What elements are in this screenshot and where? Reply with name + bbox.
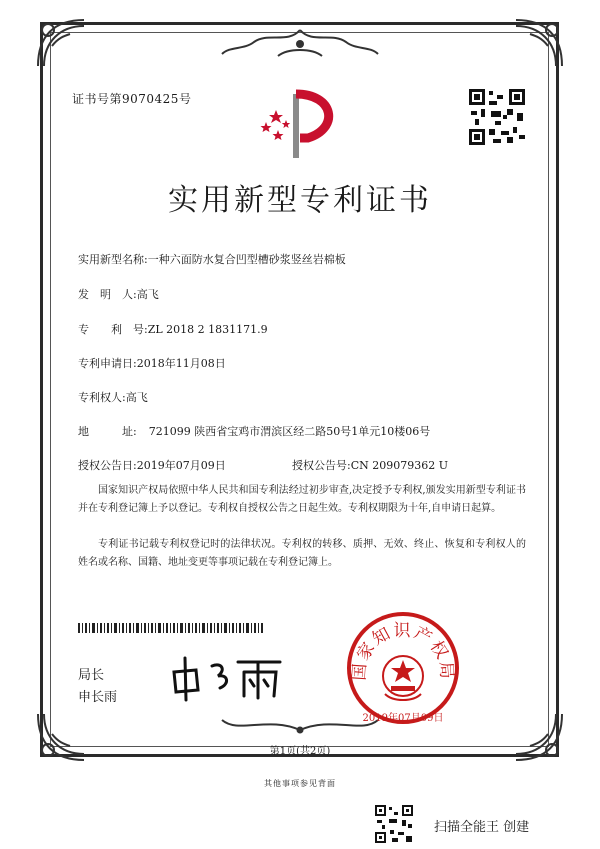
legal-paragraph-1: 国家知识产权局依照中华人民共和国专利法经过初步审查,决定授予专利权,颁发实用新型专利证书并在专利登记簿上予以登记。专利权自授权公告之日起生效。专利权期限为十年,自申请日起算。 — [78, 485, 526, 514]
patent-number-row — [78, 321, 268, 337]
field-label: 实用新型名称: — [78, 253, 148, 266]
signatory-name: 申长雨 — [78, 690, 118, 705]
field-label: 专利权人: — [78, 391, 126, 404]
field-label: 专 利 号: — [78, 323, 148, 336]
field-label: 授权公告日: — [78, 459, 137, 472]
cnipa-logo-icon — [256, 88, 344, 162]
seal-date: 2019年07月09日 — [362, 713, 444, 724]
field-value: CN 209079362 U — [350, 459, 449, 472]
filing-date-row — [78, 355, 226, 371]
field-value: 721099 陕西省宝鸡市渭滨区经二路50号1单元10楼06号 — [148, 425, 431, 438]
signatory-role: 局长 — [78, 668, 105, 683]
grant-number-row — [292, 457, 448, 473]
page-indicator: 第1页(共2页) — [269, 746, 331, 757]
certificate-title: 实用新型专利证书 — [168, 183, 432, 218]
field-value: 2018年11月08日 — [136, 357, 226, 370]
field-value: 高飞 — [136, 288, 159, 301]
inventor-row — [78, 286, 159, 302]
field-value: 2019年07月09日 — [136, 459, 226, 472]
corner-ornament-icon — [510, 16, 566, 72]
field-value: 高飞 — [125, 391, 148, 404]
field-label: 地 址: — [78, 425, 137, 438]
top-ornament-icon — [218, 26, 382, 62]
field-value: ZL 2018 2 1831171.9 — [147, 323, 268, 336]
watermark-qr-icon — [374, 804, 414, 844]
legal-paragraph-2: 专利证书记载专利权登记时的法律状况。专利权的转移、质押、无效、终止、恢复和专利权人的姓名或名称、国籍、地址变更等事项记载在专利登记簿上。 — [78, 539, 526, 568]
address-row — [78, 423, 430, 439]
seal-text: 国家知识产权局 — [349, 620, 457, 682]
grant-date-row — [78, 457, 226, 473]
footer-note: 其他事项参见背面 — [264, 779, 336, 788]
handwritten-signature-icon — [168, 652, 286, 702]
patentee-row — [78, 389, 148, 405]
barcode-icon — [78, 623, 263, 633]
certificate-number: 证书号第9070425号 — [72, 92, 192, 106]
field-label: 授权公告号: — [292, 459, 351, 472]
field-label: 专利申请日: — [78, 357, 137, 370]
scanner-watermark: 扫描全能王 创建 — [434, 820, 530, 835]
field-label: 发 明 人: — [78, 288, 137, 301]
field-value: 一种六面防水复合凹型槽砂浆竖丝岩棉板 — [147, 253, 346, 266]
utility-model-name-row — [78, 251, 346, 267]
corner-ornament-icon — [34, 16, 90, 72]
qr-code-icon — [467, 87, 527, 147]
